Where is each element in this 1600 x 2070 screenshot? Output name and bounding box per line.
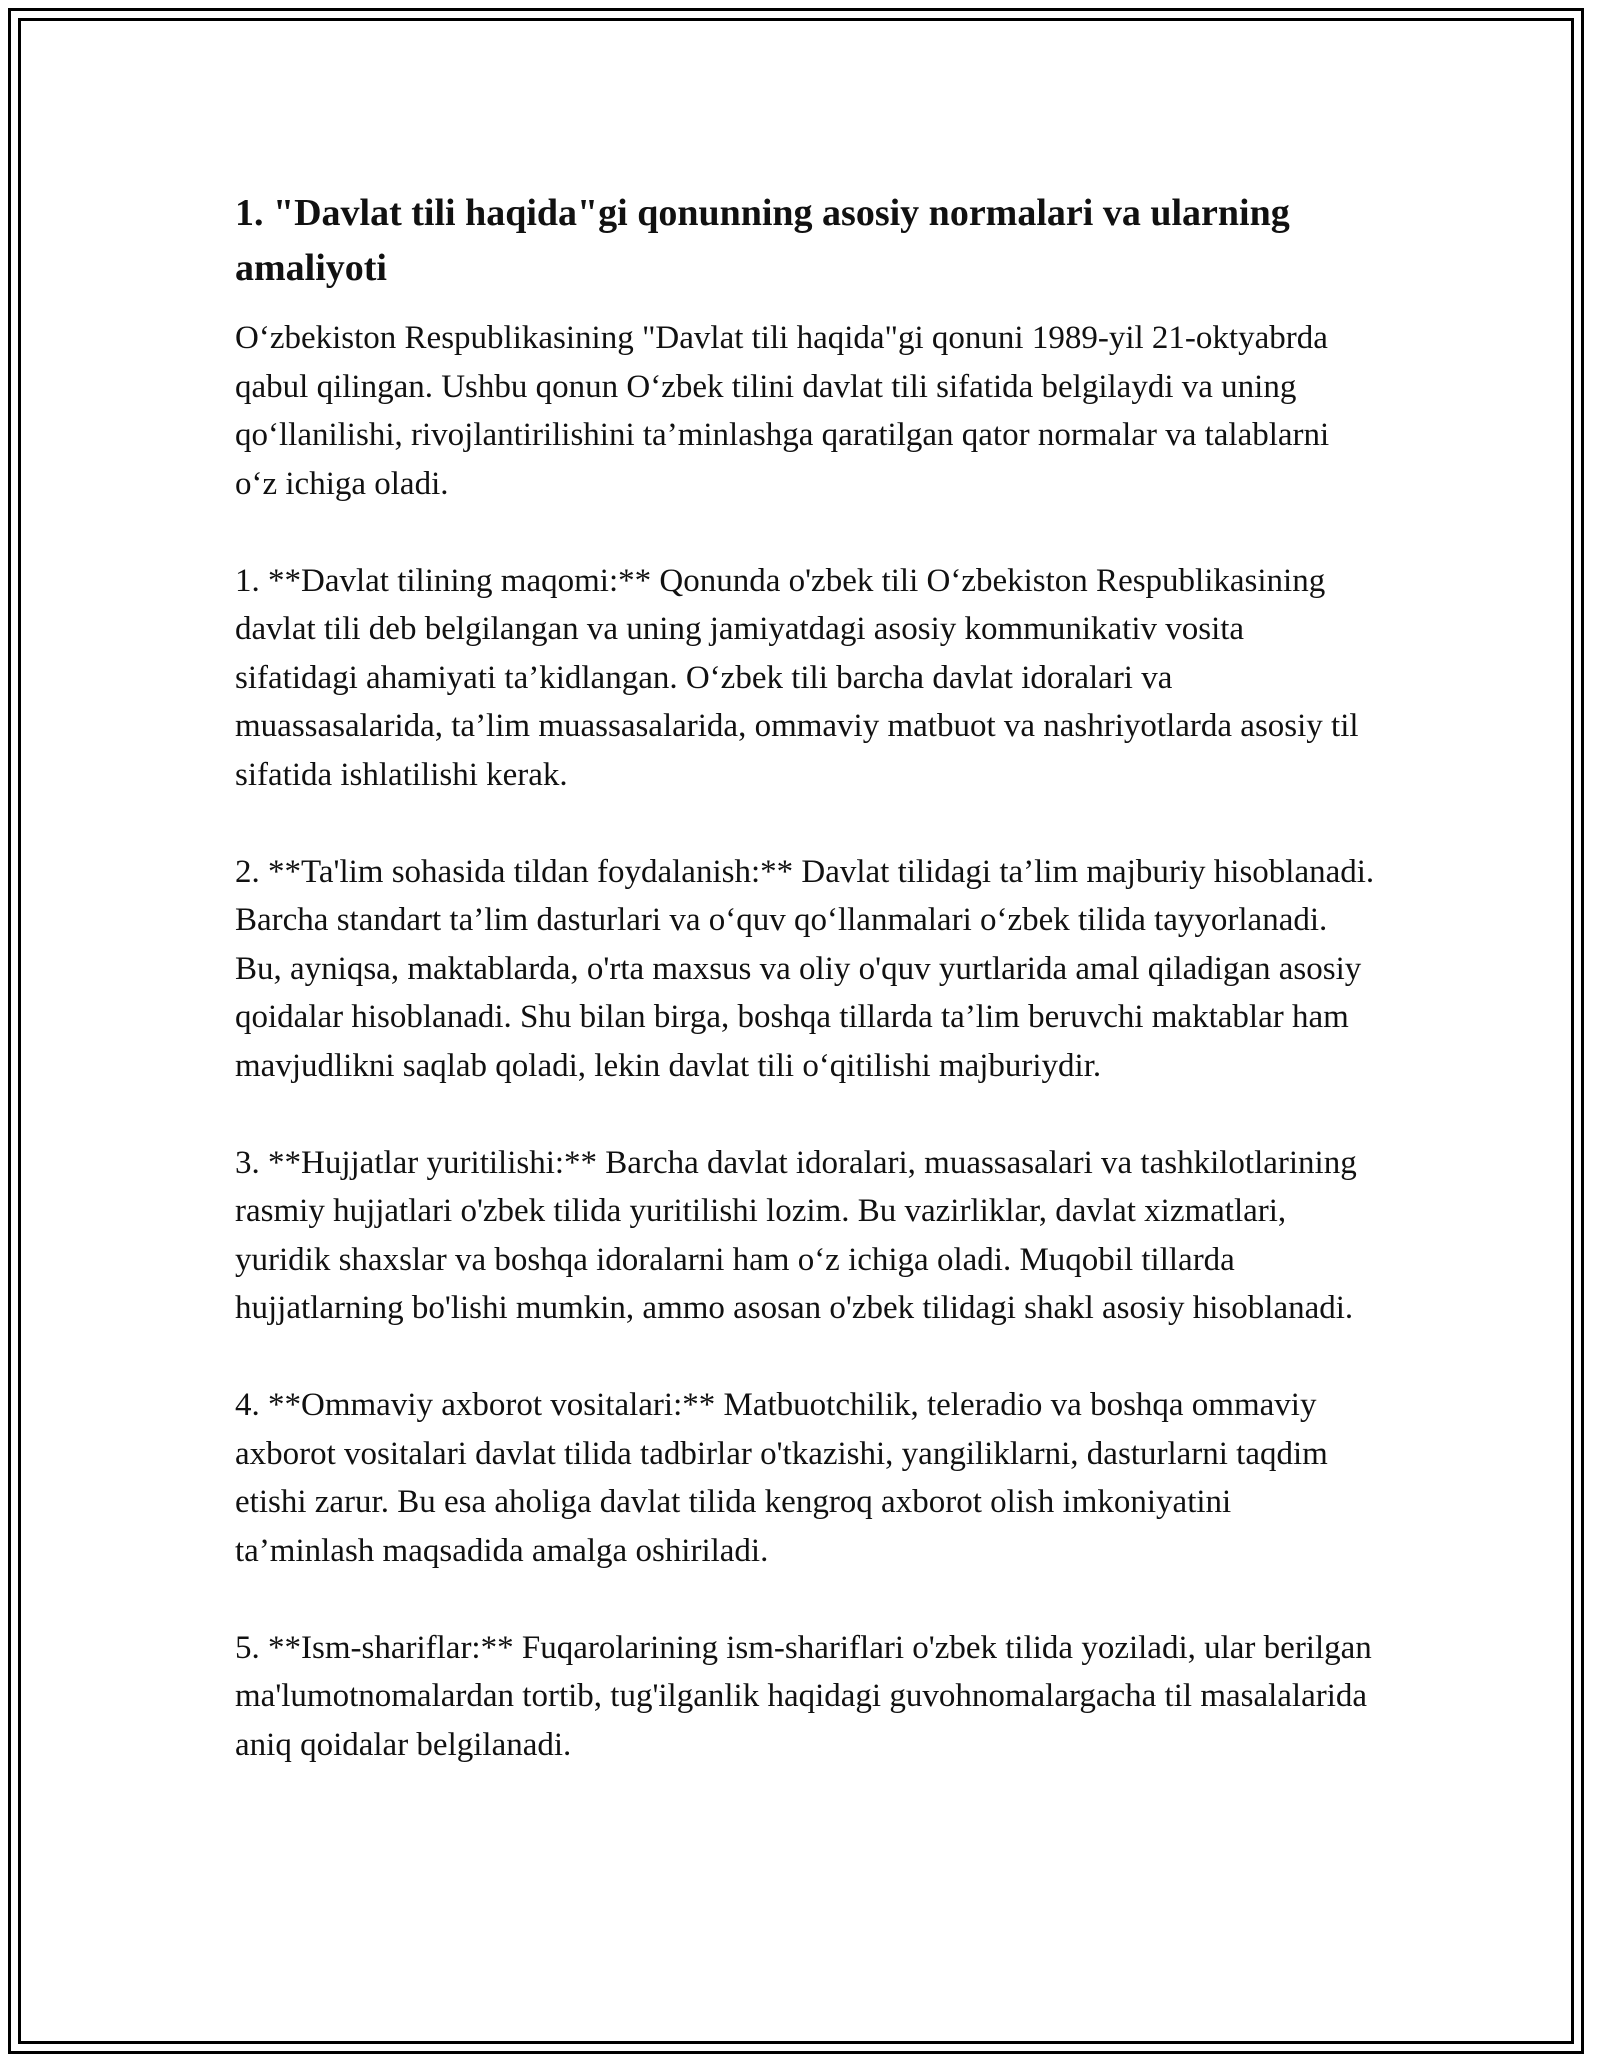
paragraph-state-language-status: 1. **Davlat tilining maqomi:** Qonunda o'zbek tili O‘zbekiston Respublikasining davlat tili deb belgilangan va uning jamiyatdagi asosiy kommunikativ vosita sifatidagi ahamiyati ta’kidlangan. O‘zbek tili barcha davlat idoralari va muassasalarida, ta’lim muassasalarida, ommaviy matbuot va nashriyotlarda asosiy til sifatida ishlatilishi kerak. [235,562,1359,793]
intro-paragraph: O‘zbekiston Respublikasining "Davlat tili haqida"gi qonuni 1989-yil 21-oktyabrda qabul qilingan. Ushbu qonun O‘zbek tilini davlat tili sifatida belgilaydi va uning qo‘llanilishi, rivojlantirilishini ta’minlashga qaratilgan qator normalar va talablarni o‘z ichiga oladi. [235,320,1330,502]
document-body [235,186,1375,1818]
paragraph-documentation: 3. **Hujjatlar yuritilishi:** Barcha davlat idoralari, muassasalari va tashkilotlarining rasmiy hujjatlari o'zbek tilida yuritilishi lozim. Bu vazirliklar, davlat xizmatlari, yuridik shaxslar va boshqa idoralarni ham o‘z ichiga oladi. Muqobil tillarda hujjatlarning bo'lishi mumkin, ammo asosan o'zbek tilidagi shakl asosiy hisoblanadi. [235,1144,1357,1326]
paragraph-mass-media: 4. **Ommaviy axborot vositalari:** Matbuotchilik, teleradio va boshqa ommaviy axborot vositalari davlat tilida tadbirlar o'tkazishi, yangiliklarni, dasturlarni taqdim etishi zarur. Bu esa aholiga davlat tilida kengroq axborot olish imkoniyatini ta’minlash maqsadida amalga oshiriladi. [235,1387,1328,1569]
document-title: 1. "Davlat tili haqida"gi qonunning asosiy normalari va ularning amaliyoti [235,192,1290,289]
paragraph-names: 5. **Ism-shariflar:** Fuqarolarining ism-shariflari o'zbek tilida yoziladi, ular berilgan ma'lumotnomalardan tortib, tug'ilganlik haqidagi guvohnomalargacha til masalalarida aniq qoidalar belgilanadi. [235,1629,1372,1763]
paragraph-education: 2. **Ta'lim sohasida tildan foydalanish:** Davlat tilidagi ta’lim majburiy hisoblanadi. Barcha standart ta’lim dasturlari va o‘quv qo‘llanmalari o‘zbek tilida tayyorlanadi. Bu, ayniqsa, maktablarda, o'rta maxsus va oliy o'quv yurtlarida amal qiladigan asosiy qoidalar hisoblanadi. Shu bilan birga, boshqa tillarda ta’lim beruvchi maktablar ham mavjudlikni saqlab qoladi, lekin davlat tili o‘qitilishi majburiydir. [235,853,1375,1084]
